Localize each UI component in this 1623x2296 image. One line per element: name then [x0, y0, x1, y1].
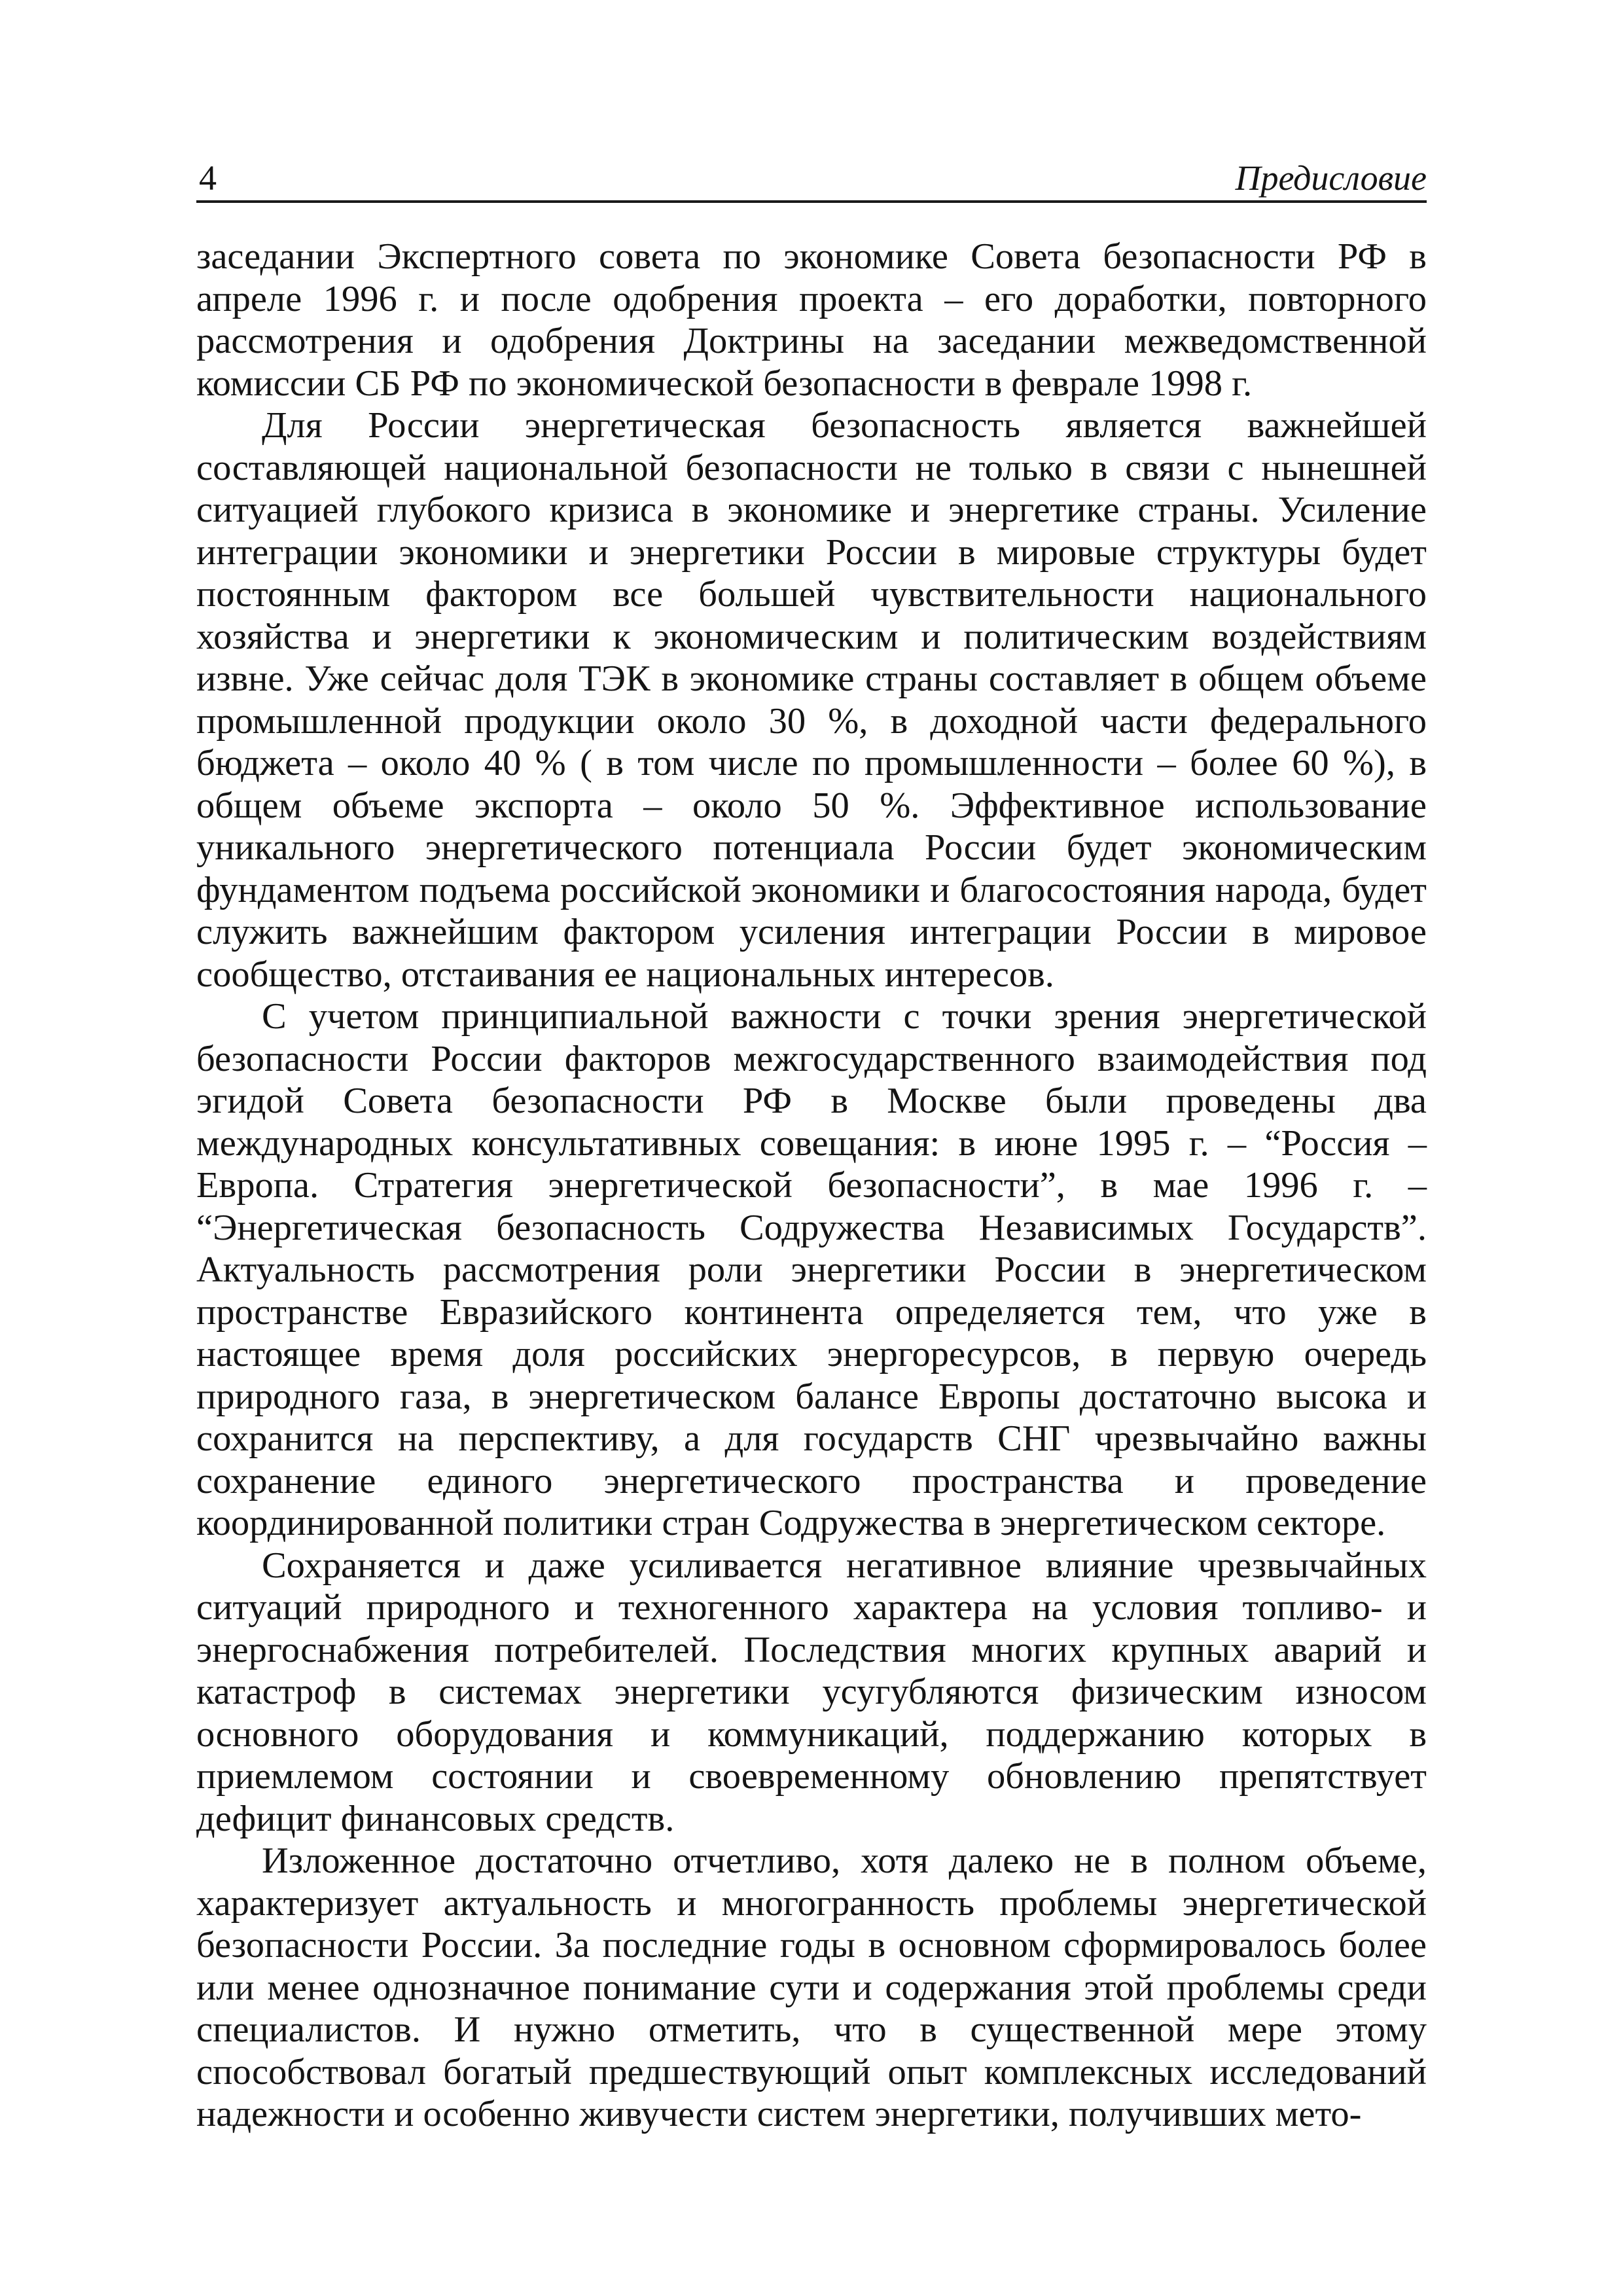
- running-head: [196, 157, 1427, 203]
- paragraph: Для России энергетическая безопасность является важнейшей составляющей национальной безопасности не только в связи с нынешней ситуацией глубокого кризиса в экономике и энергетике страны. Усиление интеграции экономики и энергетики России в мировые структуры будет постоянным фактором все большей чувствительности национального хозяйства и энергетики к экономическим и политическим воздействиям извне. Уже сейчас доля ТЭК в экономике страны составляет в общем объеме промышленной продукции около 30 %, в доходной части федерального бюджета – около 40 % ( в том числе по промышленности – более 60 %), в общем объеме экспорта – около 50 %. Эффективное использование уникального энергетического потенциала России будет экономическим фундаментом подъема российской экономики и благосостояния народа, будет служить важнейшим фактором усиления интеграции России в мировое сообщество, отстаивания ее национальных интересов.: [196, 405, 1427, 995]
- body-text: [196, 236, 1427, 2136]
- paragraph: Сохраняется и даже усиливается негативное влияние чрезвычайных ситуаций природного и техногенного характера на условия топливо- и энергоснабжения потребителей. Последствия многих крупных аварий и катастроф в системах энергетики усугубляются физическим износом основного оборудования и коммуникаций, поддержанию которых в приемлемом состоянии и своевременному обновлению препятствует дефицит финансовых средств.: [196, 1545, 1427, 1839]
- paragraph: С учетом принципиальной важности с точки зрения энергетической безопасности России факторов межгосударственного взаимодействия под эгидой Совета безопасности РФ в Москве были проведены два международных консультативных совещания: в июне 1995 г. – “Россия – Европа. Стратегия энергетической безопасности”, в мае 1996 г. – “Энергетическая безопасность Содружества Независимых Государств”. Актуальность рассмотрения роли энергетики России в энергетическом пространстве Евразийского континента определяется тем, что уже в настоящее время доля российских энергоресурсов, в первую очередь природного газа, в энергетическом балансе Европы достаточно высока и сохранится на перспективу, а для государств СНГ чрезвычайно важны сохранение единого энергетического пространства и проведение координированной политики стран Содружества в энергетическом секторе.: [196, 996, 1427, 1543]
- page-number: 4: [199, 158, 217, 198]
- book-page: [196, 157, 1427, 2136]
- paragraph-continuation: заседании Экспертного совета по экономике Совета безопасности РФ в апреле 1996 г. и после одобрения проекта – его доработки, повторного рассмотрения и одобрения Доктрины на заседании межведомственной комиссии СБ РФ по экономической безопасности в феврале 1998 г.: [196, 236, 1427, 404]
- paragraph: Изложенное достаточно отчетливо, хотя далеко не в полном объеме, характеризует актуальность и многогранность проблемы энергетической безопасности России. За последние годы в основном сформировалось более или менее однозначное понимание сути и содержания этой проблемы среди специалистов. И нужно отметить, что в существенной мере этому способствовал богатый предшествующий опыт комплексных исследований надежности и особенно живучести систем энергетики, получивших мето-: [196, 1840, 1427, 2134]
- section-title: Предисловие: [1235, 158, 1427, 198]
